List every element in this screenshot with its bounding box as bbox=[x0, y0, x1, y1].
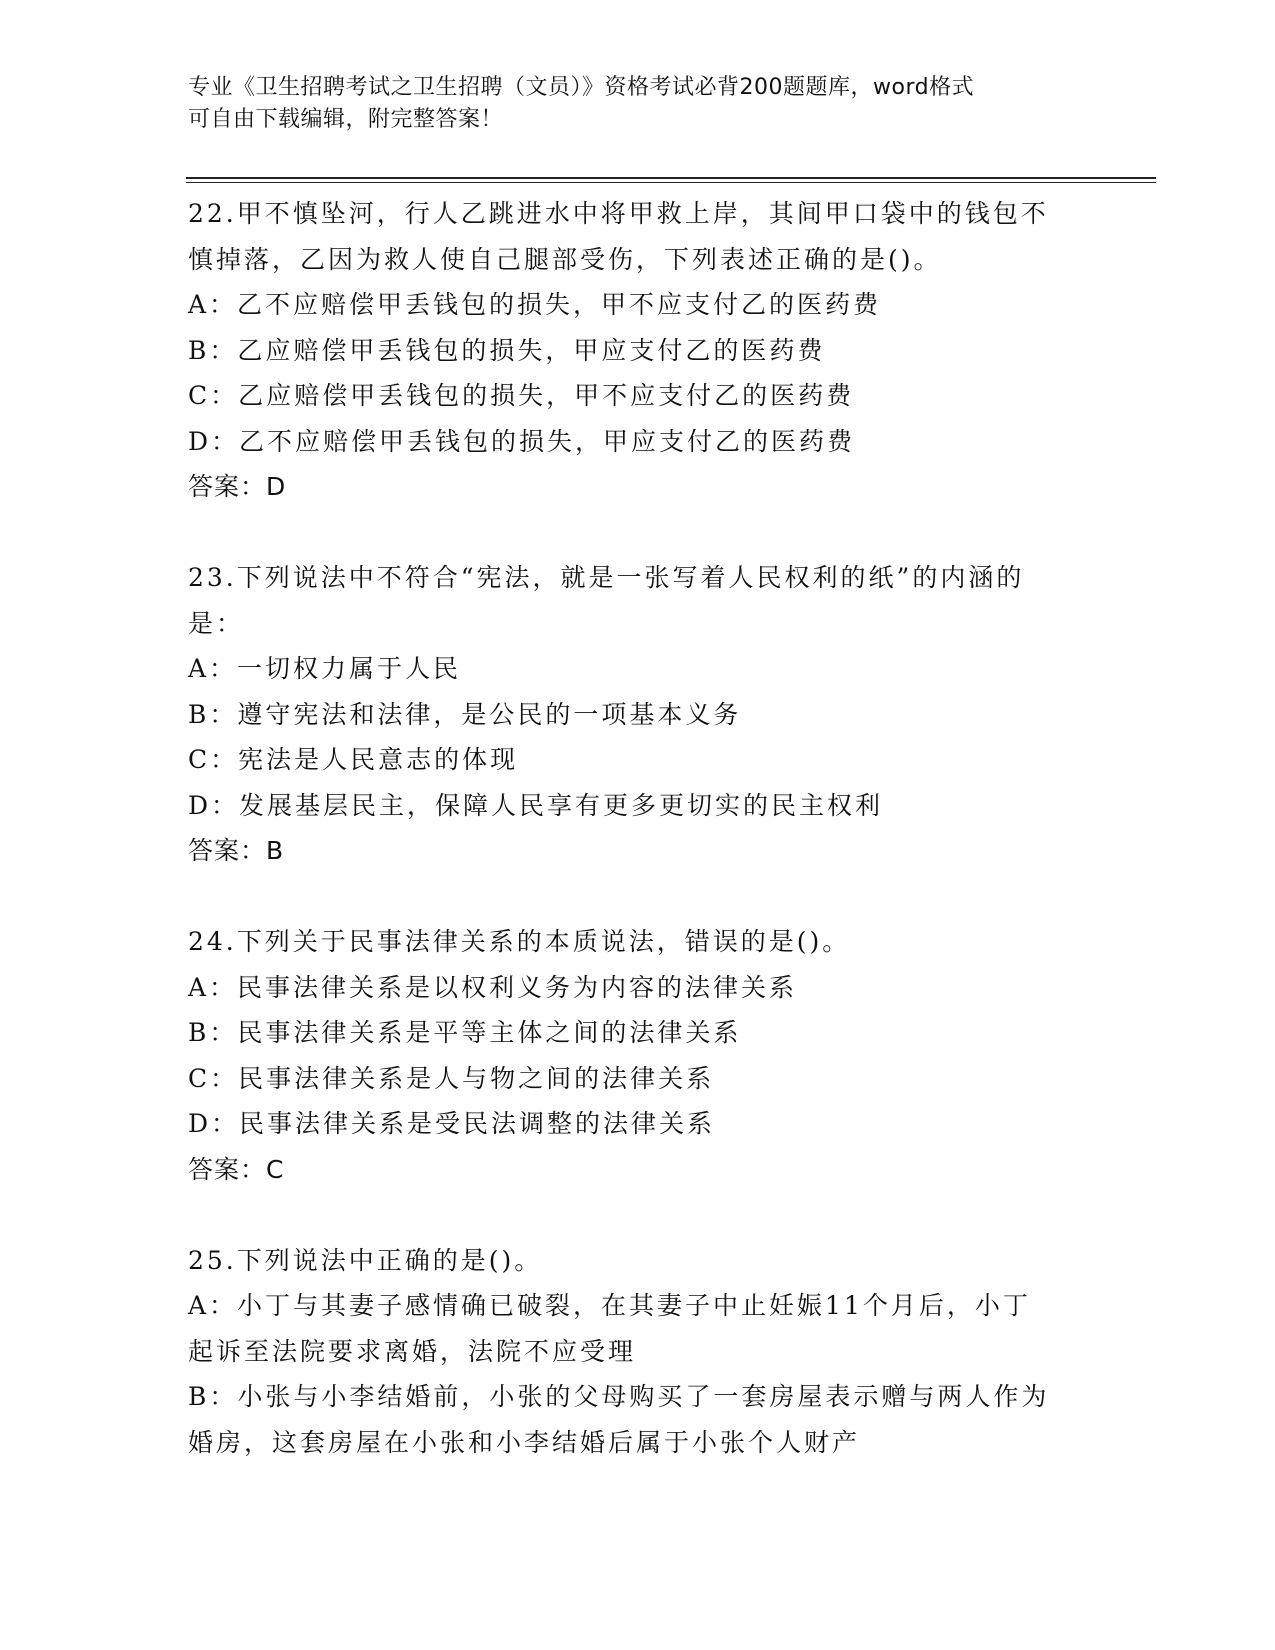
answer-text: 答案：C bbox=[188, 1154, 285, 1184]
document-header bbox=[188, 72, 1088, 136]
option-d: D：民事法律关系是受民法调整的法律关系 bbox=[188, 1109, 716, 1138]
question-stem-line: 22.甲不慎坠河，行人乙跳进水中将甲救上岸，其间甲口袋中的钱包不 bbox=[188, 199, 1049, 228]
option-a-continued: 起诉至法院要求离婚，法院不应受理 bbox=[188, 1336, 637, 1366]
question-stem-line: 23.下列说法中不符合“宪法，就是一张写着人民权利的纸”的内涵的 bbox=[188, 563, 1025, 592]
option-b: B：遵守宪法和法律，是公民的一项基本义务 bbox=[188, 699, 742, 729]
question-stem-line: 慎掉落，乙因为救人使自己腿部受伤，下列表述正确的是()。 bbox=[188, 244, 942, 274]
header-divider-thick bbox=[186, 177, 1156, 179]
question-25 bbox=[188, 1238, 1088, 1466]
answer-text: 答案：B bbox=[188, 836, 285, 865]
option-a: A：民事法律关系是以权利义务为内容的法律关系 bbox=[188, 972, 798, 1002]
option-b: B：小张与小李结婚前，小张的父母购买了一套房屋表示赠与两人作为 bbox=[188, 1382, 1050, 1411]
option-b: B：民事法律关系是平等主体之间的法律关系 bbox=[188, 1018, 742, 1047]
answer-text: 答案：D bbox=[188, 472, 287, 501]
option-d: D：乙不应赔偿甲丢钱包的损失，甲应支付乙的医药费 bbox=[188, 426, 856, 456]
question-24 bbox=[188, 919, 1088, 1192]
header-divider-thin bbox=[186, 182, 1156, 183]
option-a: A：一切权力属于人民 bbox=[188, 654, 462, 683]
option-a: A：乙不应赔偿甲丢钱包的损失，甲不应支付乙的医药费 bbox=[188, 290, 882, 319]
header-line-2: 可自由下载编辑，附完整答案！ bbox=[188, 107, 504, 132]
question-spacer bbox=[188, 1192, 1088, 1238]
question-stem-line: 24.下列关于民事法律关系的本质说法，错误的是()。 bbox=[188, 927, 851, 956]
header-line-1: 专业《卫生招聘考试之卫生招聘（文员）》资格考试必背200题题库，word格式 bbox=[188, 75, 975, 100]
question-stem-line: 25.下列说法中正确的是()。 bbox=[188, 1245, 543, 1275]
option-b: B：乙应赔偿甲丢钱包的损失，甲应支付乙的医药费 bbox=[188, 335, 826, 365]
question-list bbox=[188, 191, 1088, 1465]
question-23 bbox=[188, 555, 1088, 874]
option-d: D：发展基层民主，保障人民享有更多更切实的民主权利 bbox=[188, 790, 884, 820]
option-c: C：宪法是人民意志的体现 bbox=[188, 745, 519, 774]
question-spacer bbox=[188, 510, 1088, 556]
question-spacer bbox=[188, 874, 1088, 920]
option-c: C：民事法律关系是人与物之间的法律关系 bbox=[188, 1063, 715, 1093]
question-stem-line: 是： bbox=[188, 608, 245, 638]
option-c: C：乙应赔偿甲丢钱包的损失，甲不应支付乙的医药费 bbox=[188, 381, 855, 410]
option-a: A：小丁与其妻子感情确已破裂，在其妻子中止妊娠11个月后，小丁 bbox=[188, 1291, 1031, 1320]
option-b-continued: 婚房，这套房屋在小张和小李结婚后属于小张个人财产 bbox=[188, 1427, 861, 1457]
question-22 bbox=[188, 191, 1088, 510]
